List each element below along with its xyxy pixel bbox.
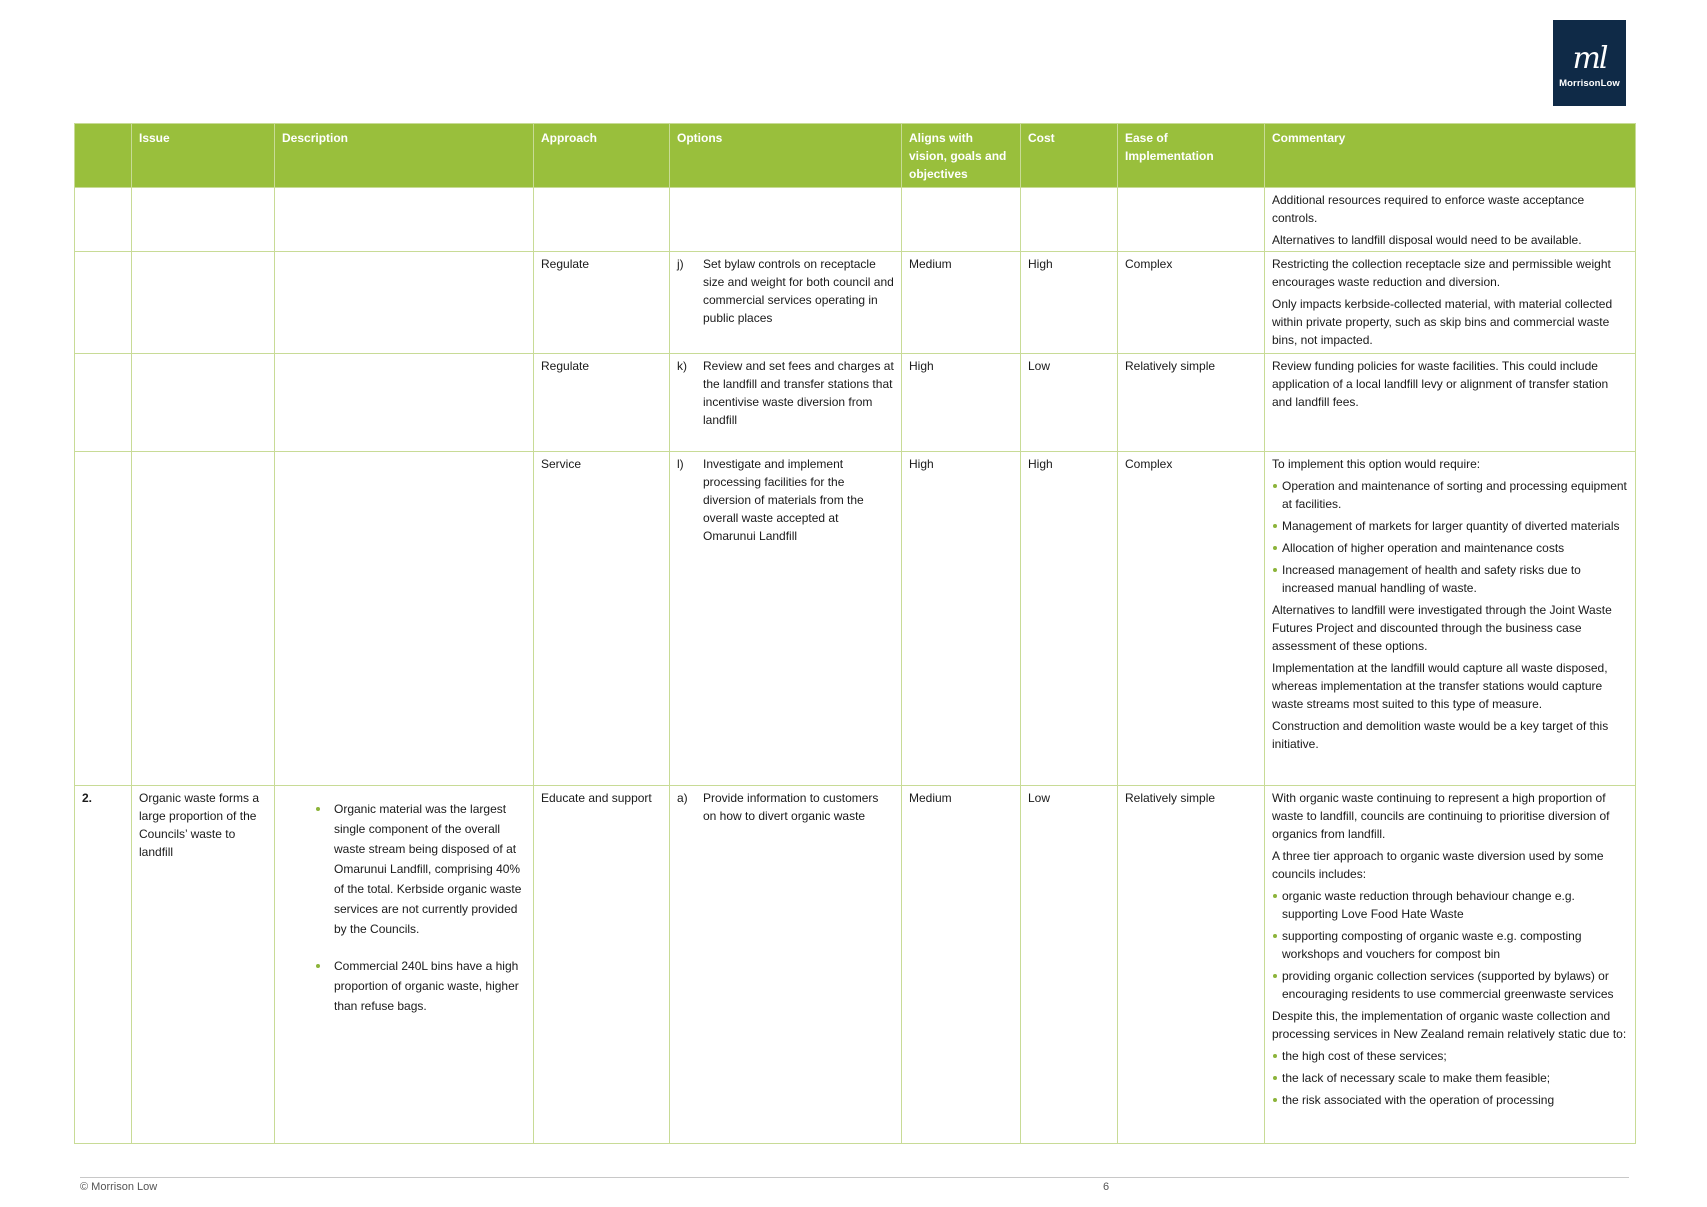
description-bullet-list — [282, 799, 526, 1016]
cell-commentary — [1265, 188, 1636, 252]
cell-aligns: High — [902, 452, 1021, 786]
cell-ease: Relatively simple — [1118, 354, 1265, 452]
commentary-text: Additional resources required to enforce waste acceptance controls. — [1272, 193, 1585, 225]
cell-approach — [534, 188, 670, 252]
commentary-text: A three tier approach to organic waste diversion used by some councils includes: — [1272, 849, 1604, 881]
cell-description — [275, 452, 534, 786]
cell-approach: Service — [534, 452, 670, 786]
list-item: Allocation of higher operation and maintenance costs — [1272, 539, 1628, 557]
logo-text: MorrisonLow — [1559, 78, 1620, 89]
list-item: Operation and maintenance of sorting and processing equipment at facilities. — [1272, 477, 1628, 513]
option-letter: j) — [677, 257, 684, 271]
header-commentary: Commentary — [1265, 124, 1636, 188]
list-item: the risk associated with the operation of processing — [1272, 1091, 1628, 1109]
cell-issue — [132, 452, 275, 786]
table-row — [75, 252, 1636, 354]
cell-options — [670, 452, 902, 786]
footer-divider — [80, 1177, 1629, 1178]
cell-issue — [132, 354, 275, 452]
cell-description — [275, 252, 534, 354]
cell-commentary — [1265, 252, 1636, 354]
cell-cost: Low — [1021, 354, 1118, 452]
option-item — [677, 255, 894, 327]
cell-options — [670, 354, 902, 452]
list-item: Management of markets for larger quantity of diverted materials — [1272, 517, 1628, 535]
list-item: providing organic collection services (supported by bylaws) or encouraging residents to use commercial greenwaste services — [1272, 967, 1628, 1003]
cell-ease — [1118, 188, 1265, 252]
commentary-text: Implementation at the landfill would capture all waste disposed, whereas implementation at the transfer stations would capture waste streams most suited to this type of measure. — [1272, 661, 1608, 711]
header-options: Options — [670, 124, 902, 188]
cell-issue — [132, 188, 275, 252]
cell-number — [75, 452, 132, 786]
cell-approach: Regulate — [534, 354, 670, 452]
cell-options — [670, 252, 902, 354]
option-text: Provide information to customers on how to divert organic waste — [703, 791, 879, 823]
cell-description — [275, 786, 534, 1144]
header-approach: Approach — [534, 124, 670, 188]
cell-issue — [132, 252, 275, 354]
page-number: 6 — [1103, 1181, 1110, 1193]
cell-ease: Complex — [1118, 252, 1265, 354]
cell-aligns: Medium — [902, 252, 1021, 354]
option-letter: a) — [677, 791, 688, 805]
cell-description — [275, 354, 534, 452]
header-description: Description — [275, 124, 534, 188]
cell-aligns: High — [902, 354, 1021, 452]
cell-cost — [1021, 188, 1118, 252]
commentary-text: Only impacts kerbside-collected material, with material collected within private property, such as skip bins and commercial waste bins, not impacted. — [1272, 297, 1613, 347]
commentary-bullet-list — [1272, 1047, 1628, 1109]
commentary-text: Review funding policies for waste facilities. This could include application of a local landfill levy or alignment of transfer station and landfill fees. — [1272, 359, 1609, 409]
list-item: Organic material was the largest single component of the overall waste stream being disposed of at Omarunui Landfill, comprising 40% of the total. Kerbside organic waste services are not currently provided by the Councils. — [282, 799, 526, 939]
commentary-text: To implement this option would require: — [1272, 457, 1481, 471]
cell-aligns: Medium — [902, 786, 1021, 1144]
table-row — [75, 452, 1636, 786]
cell-cost: Low — [1021, 786, 1118, 1144]
cell-cost: High — [1021, 452, 1118, 786]
cell-ease: Relatively simple — [1118, 786, 1265, 1144]
option-item — [677, 455, 894, 545]
option-letter: k) — [677, 359, 687, 373]
cell-number: 2. — [75, 786, 132, 1144]
list-item: supporting composting of organic waste e.g. composting workshops and vouchers for compost bin — [1272, 927, 1628, 963]
commentary-text: Construction and demolition waste would be a key target of this initiative. — [1272, 719, 1609, 751]
cell-aligns — [902, 188, 1021, 252]
header-ease: Ease of Implementation — [1118, 124, 1265, 188]
commentary-bullet-list — [1272, 477, 1628, 597]
list-item: the lack of necessary scale to make them feasible; — [1272, 1069, 1628, 1087]
list-item: Increased management of health and safety risks due to increased manual handling of waste. — [1272, 561, 1628, 597]
option-text: Investigate and implement processing facilities for the diversion of materials from the overall waste accepted at Omarunui Landfill — [703, 457, 864, 543]
cell-commentary — [1265, 786, 1636, 1144]
cell-approach: Educate and support — [534, 786, 670, 1144]
cell-number — [75, 252, 132, 354]
table-row — [75, 188, 1636, 252]
commentary-text: With organic waste continuing to represent a high proportion of waste to landfill, councils are continuing to prioritise diversion of organics from landfill. — [1272, 791, 1610, 841]
header-aligns: Aligns with vision, goals and objectives — [902, 124, 1021, 188]
cell-options — [670, 786, 902, 1144]
cell-description — [275, 188, 534, 252]
cell-commentary — [1265, 452, 1636, 786]
commentary-bullet-list — [1272, 887, 1628, 1003]
list-item: Commercial 240L bins have a high proportion of organic waste, higher than refuse bags. — [282, 956, 526, 1016]
list-item: organic waste reduction through behaviour change e.g. supporting Love Food Hate Waste — [1272, 887, 1628, 923]
cell-commentary — [1265, 354, 1636, 452]
cell-options — [670, 188, 902, 252]
option-item — [677, 789, 894, 825]
commentary-text: Alternatives to landfill disposal would need to be available. — [1272, 233, 1582, 247]
commentary-text: Alternatives to landfill were investigated through the Joint Waste Futures Project and discounted through the business case assessment of these options. — [1272, 603, 1612, 653]
option-text: Set bylaw controls on receptacle size and weight for both council and commercial services operating in public places — [703, 257, 894, 325]
table-row — [75, 354, 1636, 452]
list-item: the high cost of these services; — [1272, 1047, 1628, 1065]
option-text: Review and set fees and charges at the landfill and transfer stations that incentivise waste diversion from landfill — [703, 359, 894, 427]
option-item — [677, 357, 894, 429]
table-row — [75, 786, 1636, 1144]
commentary-text: Restricting the collection receptacle size and permissible weight encourages waste reduction and diversion. — [1272, 257, 1611, 289]
table-header-row — [75, 124, 1636, 188]
header-number — [75, 124, 132, 188]
footer-copyright: © Morrison Low — [80, 1181, 158, 1193]
cell-cost: High — [1021, 252, 1118, 354]
cell-approach: Regulate — [534, 252, 670, 354]
cell-number — [75, 188, 132, 252]
option-letter: l) — [677, 457, 684, 471]
logo-mark: ml — [1572, 41, 1607, 76]
cell-ease: Complex — [1118, 452, 1265, 786]
morrison-low-logo — [1553, 20, 1626, 106]
commentary-text: Despite this, the implementation of organic waste collection and processing services in New Zealand remain relatively static due to: — [1272, 1009, 1627, 1041]
cell-number — [75, 354, 132, 452]
cell-issue: Organic waste forms a large proportion of the Councils’ waste to landfill — [132, 786, 275, 1144]
header-cost: Cost — [1021, 124, 1118, 188]
header-issue: Issue — [132, 124, 275, 188]
options-table — [74, 123, 1636, 1144]
